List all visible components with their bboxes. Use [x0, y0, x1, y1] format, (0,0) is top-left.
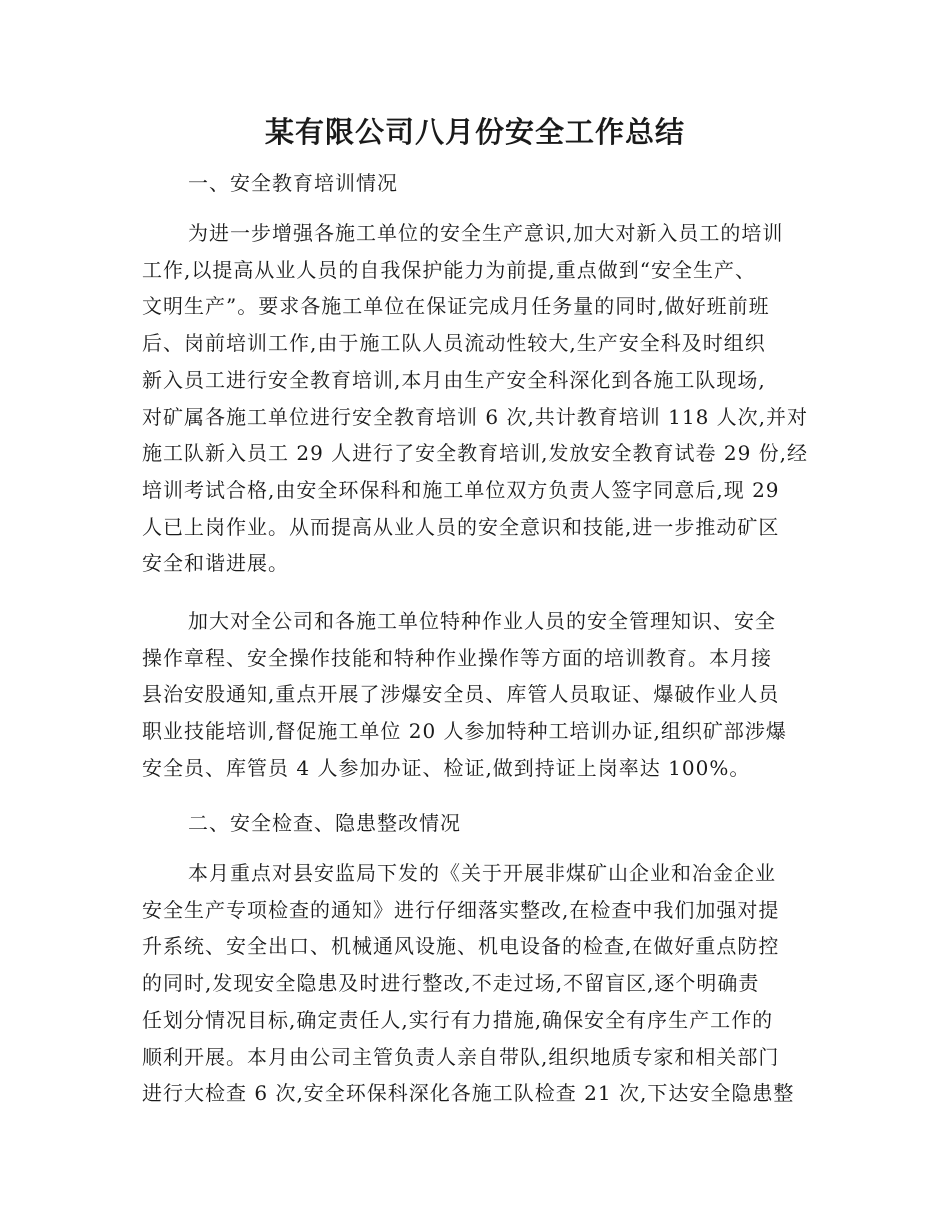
document-title: 某有限公司八月份安全工作总结 [264, 115, 685, 149]
text-line: 人已上岗作业。从而提高从业人员的安全意识和技能,进一步推动矿区 [142, 514, 780, 539]
text-line: 本月重点对县安监局下发的《关于开展非煤矿山企业和冶金企业 [188, 861, 776, 885]
text-line: 安全员、库管员 4 人参加办证、检证,做到持证上岗率达 100%。 [142, 755, 751, 780]
paragraph-inspection-rectification [142, 855, 810, 1112]
section-heading-training: 一、安全教育培训情况 [188, 171, 398, 195]
text-line: 安全生产专项检查的通知》进行仔细落实整改,在检查中我们加强对提 [142, 897, 780, 922]
text-line: 后、岗前培训工作,由于施工队人员流动性较大,生产安全科及时组织 [142, 331, 766, 356]
text-line: 任划分情况目标,确定责任人,实行有力措施,确保安全有序生产工作的 [142, 1007, 774, 1032]
section-heading-inspection: 二、安全检查、隐患整改情况 [188, 811, 461, 835]
text-line: 的同时,发现安全隐患及时进行整改,不走过场,不留盲区,逐个明确责 [142, 971, 760, 996]
text-line: 新入员工进行安全教育培训,本月由生产安全科深化到各施工队现场, [142, 367, 766, 392]
text-line: 顺利开展。本月由公司主管负责人亲自带队,组织地质专家和相关部门 [142, 1044, 780, 1069]
paragraph-training-overview [142, 215, 810, 582]
text-line: 安全和谐进展。 [142, 551, 289, 576]
text-line: 工作,以提高从业人员的自我保护能力为前提,重点做到“安全生产、 [142, 257, 756, 282]
text-line: 培训考试合格,由安全环保科和施工单位双方负责人签字同意后,现 29 [142, 477, 780, 502]
text-line: 操作章程、安全操作技能和特种作业操作等方面的培训教育。本月接 [142, 645, 772, 670]
text-line: 对矿属各施工单位进行安全教育培训 6 次,共计教育培训 118 人次,并对 [142, 404, 809, 429]
text-line: 职业技能培训,督促施工单位 20 人参加特种工培训办证,组织矿部涉爆 [142, 719, 787, 744]
text-line: 施工队新入员工 29 人进行了安全教育培训,发放安全教育试卷 29 份,经 [142, 441, 809, 466]
text-line: 升系统、安全出口、机械通风设施、机电设备的检查,在做好重点防控 [142, 934, 780, 959]
text-line: 加大对全公司和各施工单位特种作业人员的安全管理知识、安全 [188, 609, 776, 633]
paragraph-special-operations-training [142, 603, 810, 787]
text-line: 进行大检查 6 次,安全环保科深化各施工队检查 21 次,下达安全隐患整 [142, 1081, 795, 1106]
text-line: 为进一步增强各施工单位的安全生产意识,加大对新入员工的培训 [188, 221, 784, 245]
text-line: 县治安股通知,重点开展了涉爆安全员、库管人员取证、爆破作业人员 [142, 682, 780, 707]
text-line: 文明生产”。要求各施工单位在保证完成月任务量的同时,做好班前班 [142, 294, 770, 319]
